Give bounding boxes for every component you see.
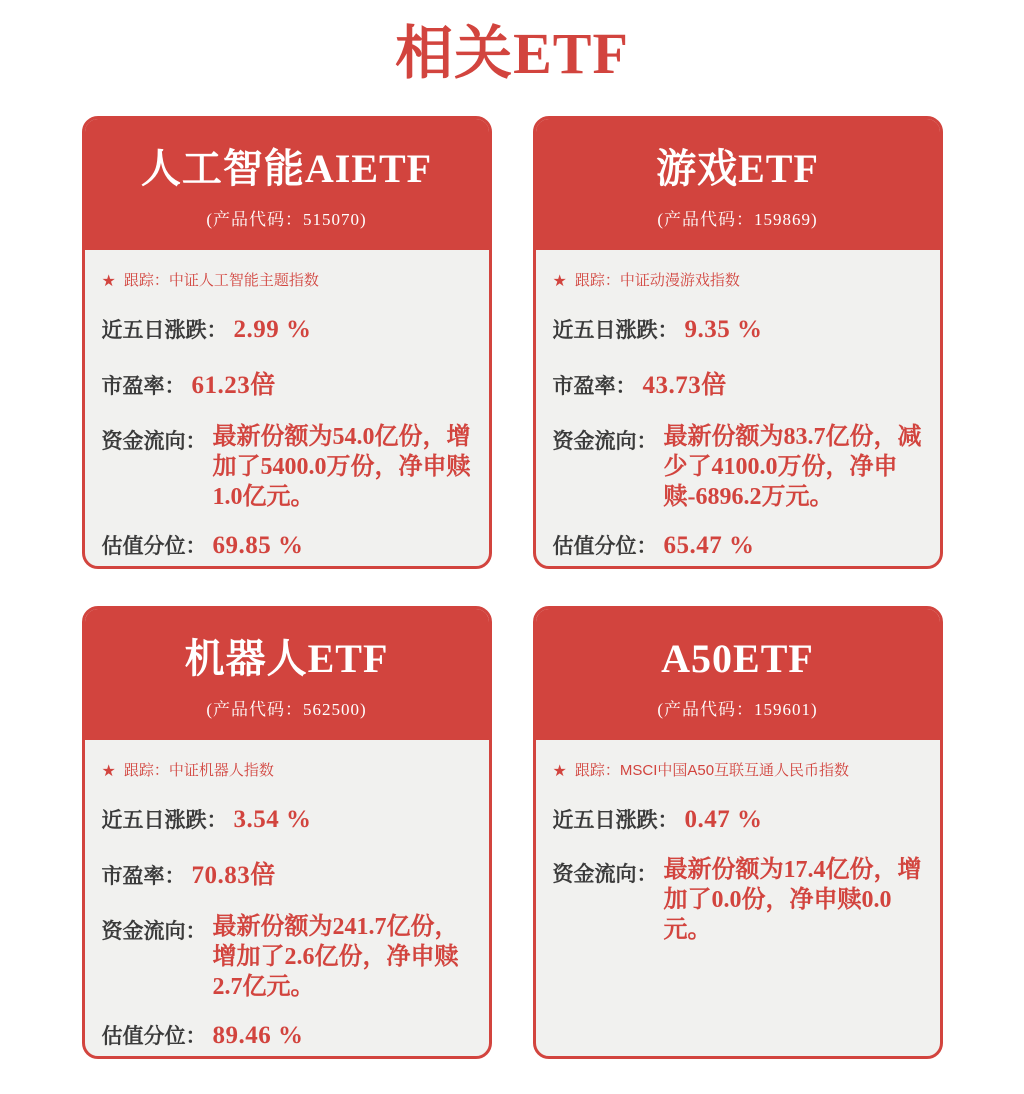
star-icon: ★: [552, 273, 567, 290]
card-header: [85, 119, 489, 250]
percentile-row: [102, 1020, 472, 1050]
card-header: [536, 609, 940, 740]
etf-card-a50: [533, 606, 943, 1059]
flow-row: [102, 422, 472, 512]
change-value: 2.99 %: [233, 316, 312, 343]
flow-label: 资金流向：: [552, 430, 658, 453]
card-title: 人工智能AIETF: [140, 146, 433, 191]
card-body: [536, 740, 940, 973]
track-index: MSCI中国A50互联互通人民币指数: [619, 762, 850, 779]
pe-label: 市盈率：: [101, 375, 186, 398]
change-value: 3.54 %: [233, 806, 312, 833]
change-label: 近五日涨跌：: [101, 809, 228, 832]
flow-row: [553, 855, 923, 945]
card-title: 游戏ETF: [656, 146, 819, 191]
track-label: 跟踪：: [123, 762, 169, 779]
change-value: 9.35 %: [684, 316, 763, 343]
pe-row: [102, 855, 472, 891]
percentile-label: 估值分位：: [552, 535, 658, 558]
card-header: [85, 609, 489, 740]
card-body: [536, 250, 940, 569]
track-label: 跟踪：: [574, 762, 620, 779]
card-product-code: (产品代码：562500): [206, 700, 367, 719]
change-row: [553, 804, 923, 834]
track-index: 中证动漫游戏指数: [619, 272, 740, 289]
percentile-value: 69.85 %: [212, 532, 304, 559]
star-icon: ★: [101, 763, 116, 780]
pe-label: 市盈率：: [552, 375, 637, 398]
card-header: [536, 119, 940, 250]
percentile-label: 估值分位：: [101, 1025, 207, 1048]
pe-row: [553, 365, 923, 401]
page-title: 相关ETF: [395, 21, 629, 86]
etf-card-ai: [82, 116, 492, 569]
track-row: [553, 269, 923, 290]
flow-label: 资金流向：: [101, 920, 207, 943]
flow-value: 最新份额为17.4亿份，增加了0.0份，净申赎0.0元。: [663, 857, 922, 943]
star-icon: ★: [101, 273, 116, 290]
etf-cards-grid: [0, 116, 1024, 1059]
star-icon: ★: [552, 763, 567, 780]
card-body: [85, 740, 489, 1059]
card-product-code: (产品代码：159869): [657, 210, 818, 229]
pe-value: 70.83倍: [191, 862, 276, 889]
change-label: 近五日涨跌：: [552, 809, 679, 832]
card-title: A50ETF: [661, 636, 814, 681]
flow-value: 最新份额为83.7亿份，减少了4100.0万份，净申赎-6896.2万元。: [663, 424, 922, 510]
change-row: [102, 314, 472, 344]
track-label: 跟踪：: [123, 272, 169, 289]
percentile-label: 估值分位：: [101, 535, 207, 558]
change-row: [553, 314, 923, 344]
card-body: [85, 250, 489, 569]
flow-label: 资金流向：: [552, 863, 658, 886]
flow-value: 最新份额为241.7亿份，增加了2.6亿份，净申赎2.7亿元。: [212, 914, 459, 1000]
card-product-code: (产品代码：515070): [206, 210, 367, 229]
pe-row: [102, 365, 472, 401]
flow-value: 最新份额为54.0亿份，增加了5400.0万份，净申赎1.0亿元。: [212, 424, 471, 510]
percentile-row: [553, 530, 923, 560]
change-row: [102, 804, 472, 834]
change-value: 0.47 %: [684, 806, 763, 833]
percentile-value: 89.46 %: [212, 1022, 304, 1049]
track-label: 跟踪：: [574, 272, 620, 289]
card-product-code: (产品代码：159601): [657, 700, 818, 719]
track-index: 中证人工智能主题指数: [168, 272, 319, 289]
track-index: 中证机器人指数: [168, 762, 274, 779]
flow-label: 资金流向：: [101, 430, 207, 453]
percentile-value: 65.47 %: [663, 532, 755, 559]
track-row: [102, 269, 472, 290]
etf-card-game: [533, 116, 943, 569]
change-label: 近五日涨跌：: [552, 319, 679, 342]
pe-value: 61.23倍: [191, 372, 276, 399]
percentile-row: [102, 530, 472, 560]
track-row: [553, 759, 923, 780]
pe-label: 市盈率：: [101, 865, 186, 888]
track-row: [102, 759, 472, 780]
flow-row: [102, 912, 472, 1002]
pe-value: 43.73倍: [642, 372, 727, 399]
change-label: 近五日涨跌：: [101, 319, 228, 342]
etf-card-robot: [82, 606, 492, 1059]
card-title: 机器人ETF: [184, 636, 389, 681]
flow-row: [553, 422, 923, 512]
